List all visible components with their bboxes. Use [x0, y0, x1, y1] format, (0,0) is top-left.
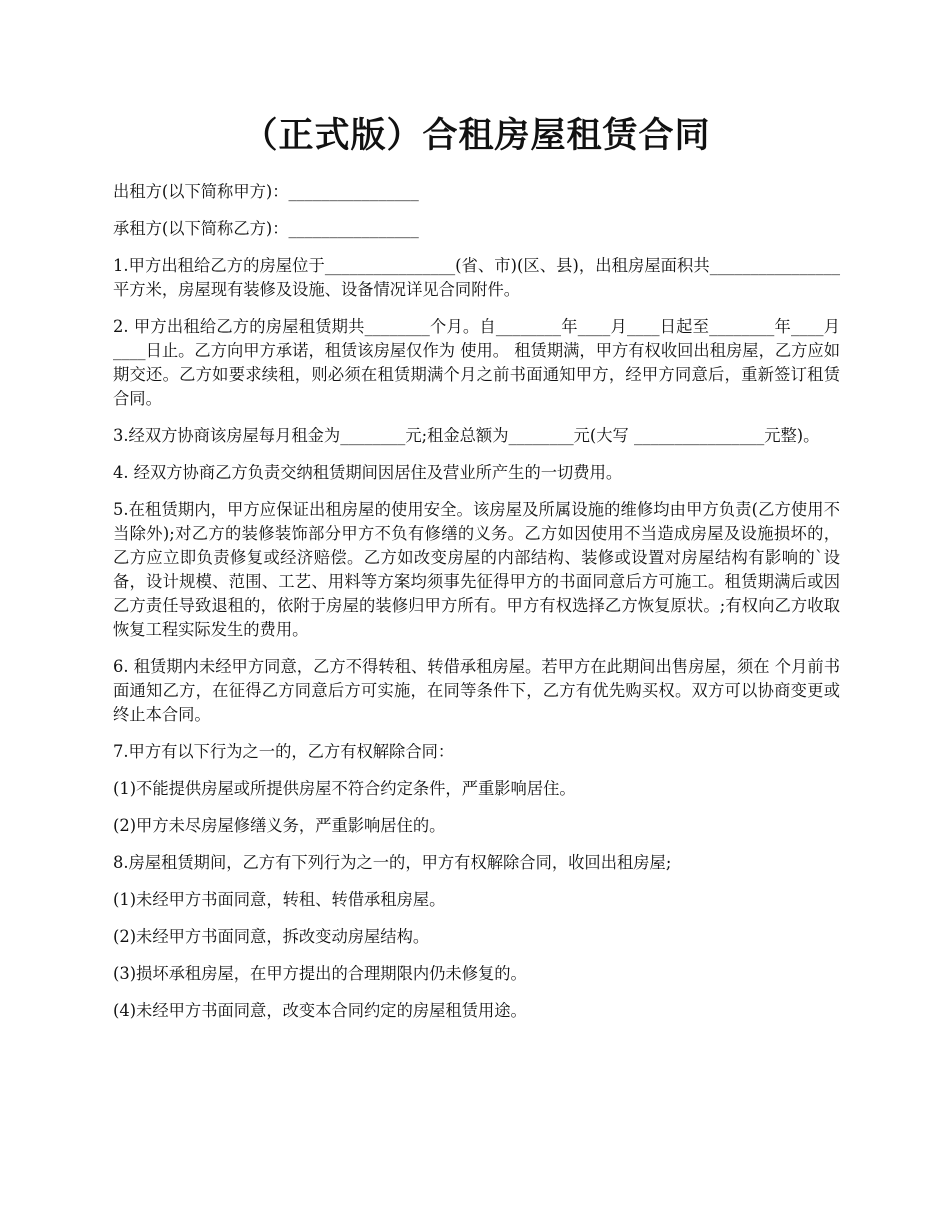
paragraph-clause-7-item-1: (1)不能提供房屋或所提供房屋不符合约定条件，严重影响居住。 — [113, 779, 576, 798]
paragraph-clause-7-item-2: (2)甲方未尽房屋修缮义务，严重影响居住的。 — [113, 816, 446, 835]
document-page — [113, 108, 840, 1036]
paragraph-lessor: 出租方(以下简称甲方)：________________ — [113, 182, 419, 201]
paragraph-clause-8-item-2: (2)未经甲方书面同意，拆改变动房屋结构。 — [113, 927, 430, 946]
paragraph-clause-3: 3.经双方协商该房屋每月租金为________元;租金总额为________元(大写 ________________元整)。 — [113, 426, 820, 445]
paragraph-clause-8: 8.房屋租赁期间，乙方有下列行为之一的，甲方有权解除合同，收回出租房屋; — [113, 853, 672, 872]
paragraph-clause-7: 7.甲方有以下行为之一的，乙方有权解除合同： — [113, 742, 455, 761]
paragraph-clause-1: 1.甲方出租给乙方的房屋位于________________(省、市)(区、县)，出租房屋面积共________________平方米，房屋现有装修及设施、设备情况详见合同附件。 — [113, 256, 840, 299]
document-title: （正式版）合租房屋租赁合同 — [242, 116, 711, 156]
paragraph-clause-8-item-4: (4)未经甲方书面同意，改变本合同约定的房屋租赁用途。 — [113, 1001, 527, 1020]
paragraph-clause-2: 2. 甲方出租给乙方的房屋租赁期共________个月。自________年____月____日起至________年____月____日止。乙方向甲方承诺，租赁该房屋仅作为 使用。 租赁期满，甲方有权收回出租房屋，乙方应如期交还。乙方如要求续租，则必须在租赁期满个月之前书面通知甲方，经甲方同意后，重新签订租赁合同。 — [113, 317, 840, 408]
paragraph-clause-6: 6. 租赁期内未经甲方同意，乙方不得转租、转借承租房屋。若甲方在此期间出售房屋，须在 个月前书面通知乙方，在征得乙方同意后方可实施，在同等条件下，乙方有优先购买权。双方可以协商变更或终止本合同。 — [113, 657, 840, 724]
paragraph-clause-8-item-3: (3)损坏承租房屋，在甲方提出的合理期限内仍未修复的。 — [113, 964, 527, 983]
paragraph-lessee: 承租方(以下简称乙方)：________________ — [113, 219, 419, 238]
paragraph-clause-8-item-1: (1)未经甲方书面同意，转租、转借承租房屋。 — [113, 890, 446, 909]
paragraph-clause-4: 4. 经双方协商乙方负责交纳租赁期间因居住及营业所产生的一切费用。 — [113, 463, 623, 482]
paragraph-clause-5: 5.在租赁期内，甲方应保证出租房屋的使用安全。该房屋及所属设施的维修均由甲方负责(乙方使用不当除外);对乙方的装修装饰部分甲方不负有修缮的义务。乙方如因使用不当造成房屋及设施损坏的，乙方应立即负责修复或经济赔偿。乙方如改变房屋的内部结构、装修或设置对房屋结构有影响的`设备，设计规模、范围、工艺、用料等方案均须事先征得甲方的书面同意后方可施工。租赁期满后或因乙方责任导致退租的，依附于房屋的装修归甲方所有。甲方有权选择乙方恢复原状。;有权向乙方收取恢复工程实际发生的费用。 — [113, 500, 840, 639]
